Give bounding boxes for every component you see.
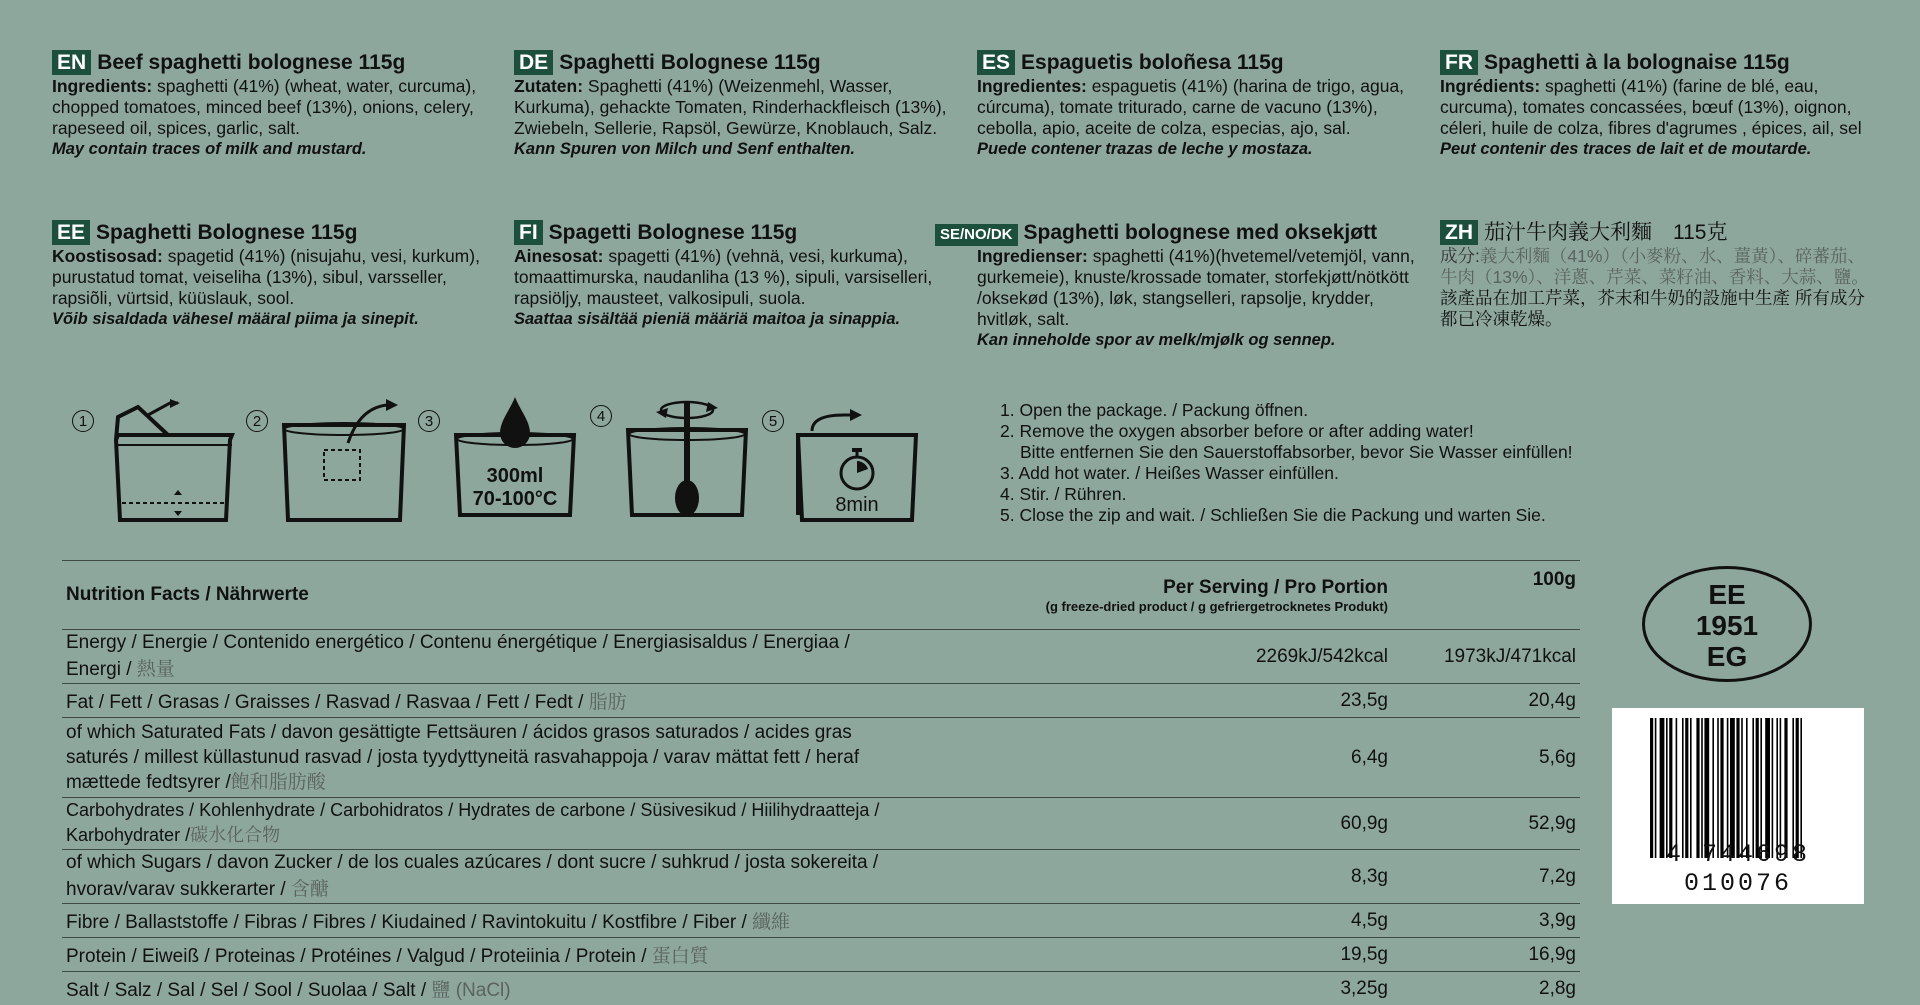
nutrient-label: of which Saturated Fats / davon gesättigte Fettsäuren / ácidos grasos saturados / acides gras saturés / millest küllastunud rasvad / josta tyydyttyneitä rasvahappoja / varav mättat fett / heraf mættede fedtsyrer /飽和脂肪酸	[62, 718, 884, 798]
ingredients-label-se-no-dk: Ingredienser:	[977, 246, 1088, 266]
barcode-bar	[1660, 718, 1665, 858]
lang-block-fi	[514, 220, 954, 330]
ingredients-ee: spagetid (41%) (nisujahu, vesi, kurkum), purustatud tomat, veiseliha (13%), sibul, varsseller, rapsiõli, vürtsid, küüslauk, sool.	[52, 246, 480, 308]
step-2-text-de: Bitte entfernen Sie den Sauerstoffabsorber, bevor Sie Wasser einfüllen!	[1000, 442, 1573, 463]
ingredients-label-fr: Ingrédients:	[1440, 76, 1540, 96]
barcode-bar	[1690, 718, 1692, 858]
water-amount-label: 300ml	[487, 465, 544, 487]
lang-tag-fr: FR	[1440, 50, 1478, 75]
lang-tag-zh: ZH	[1440, 220, 1478, 245]
barcode-bar	[1736, 718, 1739, 858]
step-number-3: 3	[418, 410, 440, 432]
per-serving-value: 6,4g	[884, 718, 1392, 798]
ingredients-label-ee: Koostisosad:	[52, 246, 163, 266]
per-100g-value: 3,9g	[1392, 904, 1580, 938]
product-title-zh: 茄汁牛肉義大利麵 115克	[1484, 221, 1727, 244]
stir-icon	[622, 390, 752, 530]
traces-se-no-dk: Kan inneholde spor av melk/mjølk og sennep.	[935, 330, 1415, 351]
product-title-fr: Spaghetti à la bolognaise 115g	[1484, 51, 1790, 74]
ingredients-label-en: Ingredients:	[52, 76, 152, 96]
per-serving-value: 3,25g	[884, 972, 1392, 1005]
lang-tag-ee: EE	[52, 220, 90, 245]
lang-block-fr	[1440, 50, 1890, 160]
barcode-digits: 4 744698 010076	[1612, 840, 1864, 898]
per-serving-value: 23,5g	[884, 684, 1392, 718]
table-row	[62, 798, 1580, 850]
ingredients-label-de: Zutaten:	[514, 76, 583, 96]
barcode-bar	[1741, 718, 1743, 858]
barcode-bar	[1792, 718, 1794, 858]
per-serving-header: Per Serving / Pro Portion	[888, 577, 1388, 599]
per-serving-value: 19,5g	[884, 938, 1392, 972]
barcode-bar	[1776, 718, 1778, 858]
table-row	[62, 850, 1580, 904]
ingredients-label-zh: 成分:	[1440, 246, 1480, 266]
nutrient-label: Carbohydrates / Kohlenhydrate / Carbohidratos / Hydrates de carbone / Süsivesikud / Hiilihydraatteja / Karbohydrater /碳水化合物	[62, 798, 884, 850]
per-100g-header: 100g	[1392, 561, 1580, 630]
ingredients-fi: spagetti (41%) (vehnä, vesi, kurkuma), tomaattimurska, naudanliha (13 %), sipuli, varsiselleri, rapsiöljy, mausteet, valkosipuli, suola.	[514, 246, 932, 308]
lang-block-en	[52, 50, 512, 160]
barcode-bar	[1727, 718, 1729, 858]
per-serving-value: 4,5g	[884, 904, 1392, 938]
ingredients-en: spaghetti (41%) (wheat, water, curcuma), chopped tomatoes, minced beef (13%), onions, celery, rapeseed oil, spices, garlic, salt.	[52, 76, 476, 138]
product-title-se-no-dk: Spaghetti bolognese med oksekjøtt	[1024, 221, 1378, 244]
barcode-bar	[1720, 718, 1723, 858]
nutrient-label: Salt / Salz / Sal / Sel / Sool / Suolaa / Salt / 鹽 (NaCl)	[62, 972, 884, 1005]
lang-tag-se-no-dk: SE/NO/DK	[935, 224, 1018, 246]
nutrition-table	[62, 560, 1580, 1005]
per-100g-value: 5,6g	[1392, 718, 1580, 798]
step-number-4: 4	[590, 405, 612, 427]
lang-block-se-no-dk	[935, 220, 1415, 351]
ingredients-zh: 義大利麵（41%）（小麥粉、水、薑黃）、碎蕃茄、牛肉（13%）、洋蔥、芹菜、菜籽油、香料、大蒜、鹽。	[1440, 246, 1869, 287]
step-number-5: 5	[762, 410, 784, 432]
barcode-bar	[1756, 718, 1759, 858]
wait-time-label: 8min	[835, 494, 878, 516]
lang-block-zh	[1440, 220, 1880, 330]
barcode-bar	[1765, 718, 1770, 858]
barcode-bar	[1650, 718, 1653, 858]
step-number-1: 1	[72, 410, 94, 432]
step-number-2: 2	[246, 410, 268, 432]
barcode-bar	[1696, 718, 1699, 858]
per-serving-value: 2269kJ/542kcal	[884, 630, 1392, 684]
nutrient-label: Energy / Energie / Contenido energético / Contenu énergétique / Energiasisaldus / Energiaa / Energi / 熱量	[62, 630, 884, 684]
traces-en: May contain traces of milk and mustard.	[52, 139, 512, 160]
per-100g-value: 2,8g	[1392, 972, 1580, 1005]
step-3-text: 3. Add hot water. / Heißes Wasser einfüllen.	[1000, 463, 1573, 484]
product-title-fi: Spagetti Bolognese 115g	[549, 221, 798, 244]
table-row	[62, 904, 1580, 938]
step-4-text: 4. Stir. / Rühren.	[1000, 484, 1573, 505]
per-100g-value: 1973kJ/471kcal	[1392, 630, 1580, 684]
table-row	[62, 684, 1580, 718]
step-1-text: 1. Open the package. / Packung öffnen.	[1000, 400, 1573, 421]
nutrient-label: Fibre / Ballaststoffe / Fibras / Fibres / Kiudained / Ravintokuitu / Kostfibre / Fiber / 纖維	[62, 904, 884, 938]
nutrition-title: Nutrition Facts / Nährwerte	[62, 561, 884, 630]
ingredients-es: espaguetis (41%) (harina de trigo, agua, cúrcuma), tomate triturado, carne de vacuno (13%), cebolla, apio, aceite de colza, especias, ajo, sal.	[977, 76, 1404, 138]
product-title-en: Beef spaghetti bolognese 115g	[97, 51, 405, 74]
lang-tag-en: EN	[52, 50, 91, 75]
barcode-bar	[1717, 718, 1719, 858]
ingredients-fr: spaghetti (41%) (farine de blé, eau, curcuma), tomates concassées, bœuf (13%), oignon, céleri, huile de colza, fibres d'agrumes , épices, ail, sel	[1440, 76, 1862, 138]
barcode-bar	[1780, 718, 1782, 858]
barcode-bar	[1669, 718, 1672, 858]
ingredients-label-fi: Ainesosat:	[514, 246, 603, 266]
remove-absorber-icon	[278, 395, 410, 530]
traces-zh: 該產品在加工芹菜，芥末和牛奶的設施中生產 所有成分都已冷凍乾燥。	[1440, 288, 1880, 330]
product-title-de: Spaghetti Bolognese 115g	[559, 51, 820, 74]
table-row	[62, 718, 1580, 798]
table-row	[62, 972, 1580, 1005]
barcode-bar	[1800, 718, 1802, 858]
barcode	[1612, 708, 1864, 904]
step-5-text: 5. Close the zip and wait. / Schließen Sie die Packung und warten Sie.	[1000, 505, 1573, 526]
nutrient-label: Protein / Eiweiß / Proteinas / Protéines / Valgud / Proteiinia / Protein / 蛋白質	[62, 938, 884, 972]
close-and-wait-icon	[792, 395, 922, 530]
per-100g-value: 16,9g	[1392, 938, 1580, 972]
barcode-bar	[1685, 718, 1688, 858]
barcode-bar	[1784, 718, 1787, 858]
seal-number: 1951	[1645, 610, 1809, 641]
per-100g-value: 52,9g	[1392, 798, 1580, 850]
ingredients-label-es: Ingredientes:	[977, 76, 1087, 96]
barcode-bar	[1676, 718, 1678, 858]
lang-tag-es: ES	[977, 50, 1015, 75]
lang-tag-fi: FI	[514, 220, 543, 245]
add-water-icon	[450, 395, 580, 530]
barcode-bar	[1760, 718, 1762, 858]
traces-fr: Peut contenir des traces de lait et de moutarde.	[1440, 139, 1890, 160]
product-title-ee: Spaghetti Bolognese 115g	[96, 221, 357, 244]
step-2-text: 2. Remove the oxygen absorber before or after adding water!	[1000, 421, 1573, 442]
barcode-bar	[1682, 718, 1684, 858]
barcode-bar	[1666, 718, 1668, 858]
table-row	[62, 938, 1580, 972]
seal-suffix: EG	[1645, 641, 1809, 672]
per-serving-subheader: (g freeze-dried product / g gefriergetrocknetes Produkt)	[888, 599, 1388, 614]
lang-block-es	[977, 50, 1417, 160]
eu-approval-seal	[1642, 566, 1812, 682]
nutrition-header-row	[62, 561, 1580, 630]
barcode-bar	[1796, 718, 1799, 858]
barcode-bar	[1730, 718, 1735, 858]
lang-tag-de: DE	[514, 50, 553, 75]
traces-ee: Võib sisaldada vähesel määral piima ja sinepit.	[52, 309, 502, 330]
per-serving-value: 8,3g	[884, 850, 1392, 904]
per-100g-value: 7,2g	[1392, 850, 1580, 904]
traces-fi: Saattaa sisältää pieniä määriä maitoa ja sinappia.	[514, 309, 954, 330]
water-temp-label: 70-100°C	[473, 488, 558, 510]
lang-block-de	[514, 50, 954, 160]
per-100g-value: 20,4g	[1392, 684, 1580, 718]
barcode-bar	[1701, 718, 1703, 858]
barcode-bar	[1746, 718, 1748, 858]
lang-block-ee	[52, 220, 502, 330]
barcode-bar	[1655, 718, 1657, 858]
table-row	[62, 630, 1580, 684]
traces-de: Kann Spuren von Milch und Senf enthalten.	[514, 139, 954, 160]
per-serving-value: 60,9g	[884, 798, 1392, 850]
barcode-bar	[1712, 718, 1714, 858]
traces-es: Puede contener trazas de leche y mostaza.	[977, 139, 1417, 160]
ingredients-se-no-dk: spaghetti (41%)(hvetemel/vetemjöl, vann, gurkemeie), knuste/krossade tomater, storfekjøtt/nötkött /oksekød (13%), løk, stangselleri, rapsolje, krydder, hvitløk, salt.	[977, 246, 1415, 329]
nutrient-label: Fat / Fett / Grasas / Graisses / Rasvad / Rasvaa / Fett / Fedt / 脂肪	[62, 684, 884, 718]
preparation-steps	[1000, 400, 1573, 526]
seal-country: EE	[1645, 579, 1809, 610]
ingredients-de: Spaghetti (41%) (Weizenmehl, Wasser, Kurkuma), gehackte Tomaten, Rinderhackfleisch (13%), Zwiebeln, Sellerie, Rapsöl, Gewürze, Knoblauch, Salz.	[514, 76, 947, 138]
barcode-bar	[1752, 718, 1754, 858]
nutrient-label: of which Sugars / davon Zucker / de los cuales azúcares / dont sucre / suhkrud / josta sokereita / hvorav/varav sukkerarter / 含醣	[62, 850, 884, 904]
barcode-bar	[1772, 718, 1774, 858]
barcode-bar	[1704, 718, 1709, 858]
product-title-es: Espaguetis boloñesa 115g	[1021, 51, 1284, 74]
open-package-icon	[108, 395, 238, 530]
